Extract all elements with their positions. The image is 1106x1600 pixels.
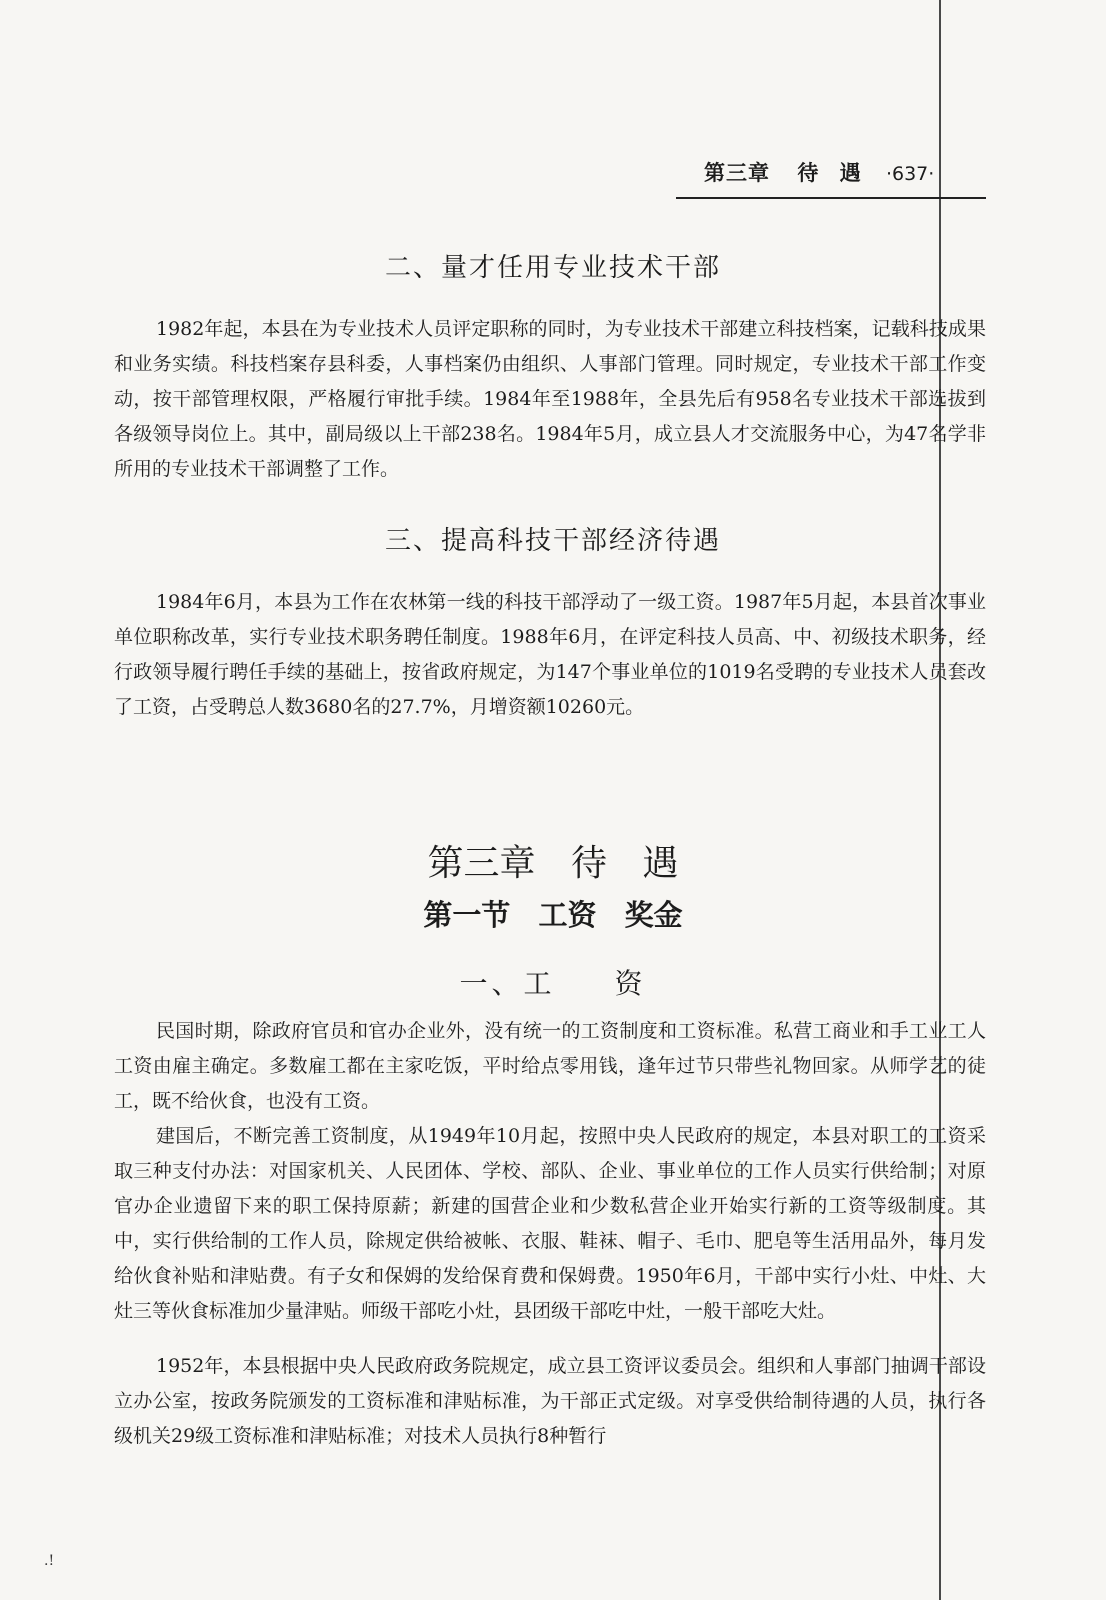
section-heading-2: 二、量才任用专业技术干部	[384, 253, 721, 283]
paragraph: 1982年起，本县在为专业技术人员评定职称的同时，为专业技术干部建立科技档案，记载科技成果和业务实绩。科技档案存县科委，人事档案仍由组织、人事部门管理。同时规定，专业技术干部工作变动，按干部管理权限，严格履行审批手续。1984年至1988年，全县先后有958名专业技术干部选拔到各级领导岗位上。其中，副局级以上干部238名。1984年5月，成立县人才交流服务中心，为47名学非所用的专业技术干部调整了工作。	[114, 318, 986, 480]
chapter-title: 第三章 待 遇	[427, 843, 679, 884]
subsection-title: 一、工 资	[459, 967, 647, 1000]
running-header	[676, 157, 986, 199]
paragraph: 建国后，不断完善工资制度，从1949年10月起，按照中央人民政府的规定，本县对职工的工资采取三种支付办法：对国家机关、人民团体、学校、部队、企业、事业单位的工作人员实行供给制；对原官办企业遗留下来的职工保持原薪；新建的国营企业和少数私营企业开始实行新的工资等级制度。其中，实行供给制的工作人员，除规定供给被帐、衣服、鞋袜、帽子、毛巾、肥皂等生活用品外，每月发给伙食补贴和津贴费。有子女和保姆的发给保育费和保姆费。1950年6月，干部中实行小灶、中灶、大灶三等伙食标准加少量津贴。师级干部吃小灶，县团级干部吃中灶，一般干部吃大灶。	[114, 1125, 986, 1322]
paragraph: 1952年，本县根据中央人民政府政务院规定，成立县工资评议委员会。组织和人事部门抽调干部设立办公室，按政务院颁发的工资标准和津贴标准，为干部正式定级。对享受供给制待遇的人员，执行各级机关29级工资标准和津贴标准；对技术人员执行8种暂行	[114, 1355, 986, 1447]
section-heading-3: 三、提高科技干部经济待遇	[384, 526, 721, 556]
header-chapter: 第三章	[704, 161, 770, 185]
scan-mark: .!	[44, 1553, 55, 1569]
paragraph: 1984年6月，本县为工作在农林第一线的科技干部浮动了一级工资。1987年5月起，本县首次事业单位职称改革，实行专业技术职务聘任制度。1988年6月，在评定科技人员高、中、初级技术职务，经行政领导履行聘任手续的基础上，按省政府规定，为147个事业单位的1019名受聘的专业技术人员套改了工资，占受聘总人数3680名的27.7%，月增资额10260元。	[114, 591, 986, 718]
section-title: 第一节 工资 奖金	[423, 898, 683, 932]
header-title: 待 遇	[797, 161, 861, 185]
paragraph: 民国时期，除政府官员和官办企业外，没有统一的工资制度和工资标准。私营工商业和手工业工人工资由雇主确定。多数雇工都在主家吃饭，平时给点零用钱，逢年过节只带些礼物回家。从师学艺的徒工，既不给伙食，也没有工资。	[114, 1020, 986, 1112]
page-number: ·637·	[885, 163, 935, 185]
